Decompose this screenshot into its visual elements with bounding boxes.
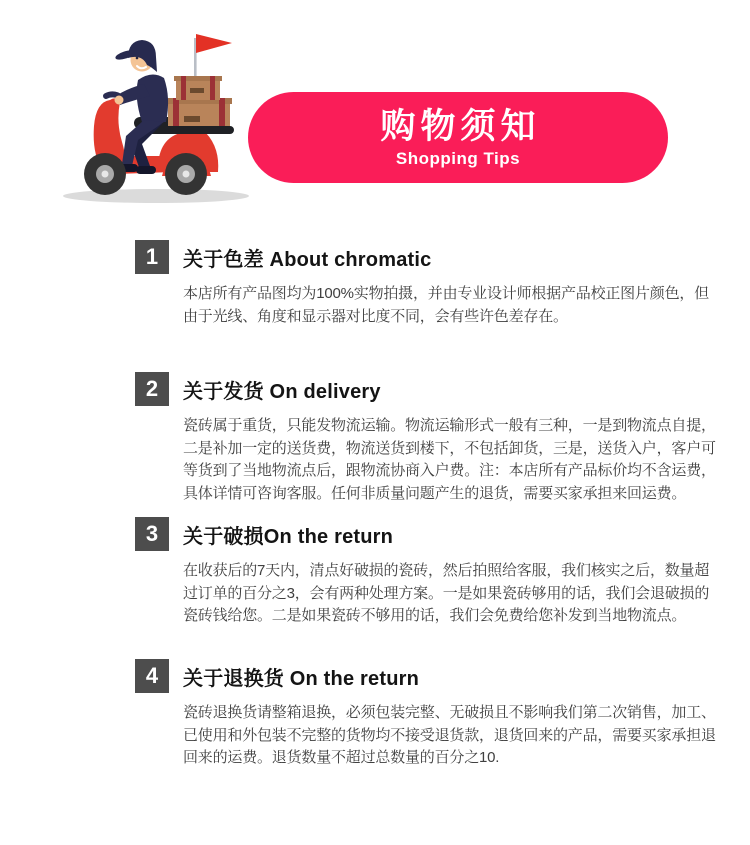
section-title: 关于破损On the return [183, 525, 394, 548]
shopping-tips-banner [248, 92, 668, 183]
section-on-returns [135, 659, 725, 770]
red-flag [196, 34, 232, 53]
front-wheel [84, 153, 126, 195]
ground-shadow [63, 189, 249, 203]
section-body-text: 瓷砖属于重货，只能发物流运输。物流运输形式一般有三种，一是到物流点自提，二是补加一定的送货费，物流送货到楼下，不包括卸货，三是，送货入户，客户可等货到了当地物流点后，跟物流协商入户费。注：本店所有产品标价均不含运费，具体详情可咨询客服。任何非质量问题产生的退货，需要买家承担来回运费。 [183, 417, 716, 502]
section-number-badge: 4 [135, 659, 169, 693]
parcel-box-bottom-stripe-right [219, 98, 225, 126]
section-on-breakage [135, 517, 725, 628]
rider-hand [115, 96, 124, 105]
rider-shoe-back [136, 166, 156, 174]
section-header [135, 240, 725, 274]
section-number-badge: 1 [135, 240, 169, 274]
section-about-chromatic [135, 240, 725, 328]
section-on-delivery [135, 372, 725, 505]
parcel-box-bottom-label [184, 116, 200, 122]
section-body-text: 瓷砖退换货请整箱退换，必须包装完整、无破损且不影响我们第二次销售，加工、已使用和外包装不完整的货物均不接受退货款，退货回来的产品，需要买家承担退回来的运费。退货数量不超过总数量的百分之10. [183, 704, 716, 766]
section-body-text: 本店所有产品图均为100%实物拍摄，并由专业设计师根据产品校正图片颜色，但由于光线、角度和显示器对比度不同，会有些许色差存在。 [183, 285, 709, 325]
parcel-box-top-label [190, 88, 204, 93]
section-title: 关于色差 About chromatic [183, 248, 432, 271]
section-number-badge: 2 [135, 372, 169, 406]
parcel-box-top-stripe-left [181, 76, 186, 100]
section-title: 关于退换货 On the return [183, 667, 420, 690]
section-title: 关于发货 On delivery [183, 380, 381, 403]
section-number-badge: 3 [135, 517, 169, 551]
section-header [135, 372, 725, 406]
section-body-text: 在收获后的7天内，清点好破损的瓷砖，然后拍照给客服，我们核实之后，数量超过订单的百分之3，会有两种处理方案。一是如果瓷砖够用的话，我们会退破损的瓷砖钱给您。二是如果瓷砖不够用的话，我们会免费给您补发到当地物流点。 [183, 562, 710, 624]
banner-title: 购物须知 [380, 106, 541, 146]
delivery-scooter-illustration [58, 26, 254, 212]
section-header [135, 517, 725, 551]
rear-wheel [165, 153, 207, 195]
parcel-box-top-stripe-right [210, 76, 215, 100]
banner-subtitle: Shopping Tips [395, 148, 521, 168]
section-header [135, 659, 725, 693]
parcel-box-bottom-stripe-left [173, 98, 179, 126]
delivery-scooter-graphic [58, 26, 254, 212]
